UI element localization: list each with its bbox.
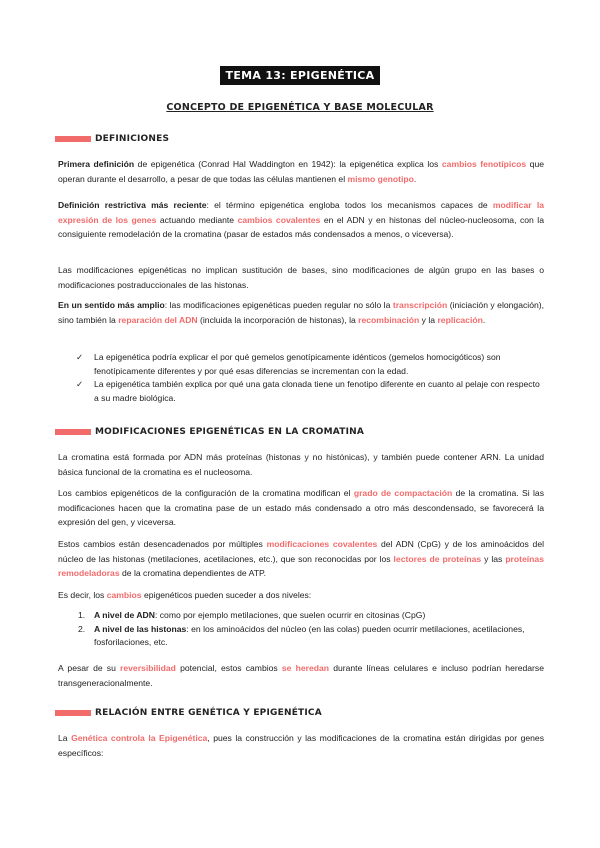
highlight: reparación del ADN: [118, 314, 198, 325]
term: En un sentido más amplio: [58, 300, 165, 310]
list-item: [76, 378, 542, 405]
text: en el ADN y en histonas del núcleo-nucleosoma, con la consiguiente remodelación de la cromatina (pasar de estados más condensados a menos, o viceversa).: [58, 214, 544, 240]
term: A nivel de ADN: [94, 610, 155, 620]
term: A nivel de las histonas: [94, 623, 187, 634]
text: de la cromatina. Si las modificaciones hacen que la cromatina pase de un estado más condensado a otro más descondensado, se favorecerá la expresión del gen, y viceversa.: [58, 488, 544, 528]
check-icon: ✓: [76, 352, 84, 362]
highlight: replicación: [437, 314, 483, 325]
section-title: RELACIÓN ENTRE GENÉTICA Y EPIGENÉTICA: [95, 708, 322, 718]
text: : en los aminoácidos del núcleo (en las colas) pueden ocurrir metilaciones, acetilaciones, fosforilaciones, etc.: [94, 623, 525, 648]
text: Estos cambios están desencadenados por múltiples: [58, 539, 267, 549]
section-marker: [55, 136, 91, 142]
section-heading-modificaciones: [55, 427, 364, 437]
highlight: cambios: [106, 590, 142, 600]
doc-title: [0, 66, 600, 85]
text: : como por ejemplo metilaciones, que suelen ocurrir en citosinas (CpG): [154, 610, 426, 620]
text: La: [58, 733, 72, 743]
section-heading-definiciones: [55, 134, 169, 144]
highlight: cambios fenotípicos: [441, 159, 527, 169]
text: de la cromatina dependientes de ATP.: [119, 568, 266, 579]
doc-subtitle: CONCEPTO DE EPIGENÉTICA Y BASE MOLECULAR: [166, 102, 434, 113]
text: durante líneas celulares e incluso podrían heredarse transgeneracionalmente.: [58, 663, 544, 688]
checklist: [76, 351, 542, 405]
section-title: DEFINICIONES: [95, 134, 170, 144]
doc-title-text: TEMA 13: EPIGENÉTICA: [220, 66, 381, 85]
levels-list: [76, 609, 542, 650]
text: potencial, estos cambios: [175, 663, 282, 673]
section-heading-relacion: [55, 708, 322, 718]
text: de epigenética (Conrad Hal Waddington en 1942): la epigenética explica los: [134, 159, 442, 169]
text: (incluida la incorporación de histonas), la: [197, 314, 359, 325]
highlight: cambios covalentes: [237, 214, 321, 225]
highlight: lectores de proteínas: [393, 553, 482, 564]
paragraph-primera-definicion: [58, 157, 544, 186]
list-item: [76, 609, 542, 623]
paragraph-definicion-restrictiva: [58, 198, 544, 242]
text: (iniciación y elongación), sino también la: [58, 300, 545, 325]
term: Primera definición: [58, 159, 135, 169]
list-item: [76, 623, 542, 650]
highlight: mismo genotipo: [347, 173, 414, 184]
text: Es decir, los: [58, 590, 107, 600]
paragraph-cromatina: La cromatina está formada por ADN más proteínas (histonas y no histónicas), y también puede contener ARN. La unidad básica funcional de la cromatina es el nucleosoma.: [58, 452, 544, 477]
paragraph-niveles: [58, 588, 544, 603]
highlight: modificaciones covalentes: [266, 539, 378, 549]
list-item-text: La epigenética también explica por qué una gata clonada tiene un fenotipo diferente en cuanto al pelaje con respecto a su madre biológica.: [94, 379, 540, 403]
list-item-text: La epigenética podría explicar el por qué gemelos genotípicamente idénticos (gemelos homocigóticos) son fenotípicamente diferentes y por qué esas diferencias se incrementan con la edad.: [94, 352, 501, 376]
highlight: se heredan: [281, 663, 330, 673]
highlight: recombinación: [358, 314, 420, 325]
text: epigenéticos pueden suceder a dos niveles:: [141, 590, 312, 600]
text: A pesar de su: [58, 663, 121, 673]
text: .: [413, 173, 417, 184]
term: Definición restrictiva más reciente: [58, 200, 207, 210]
text: : el término epigenética engloba todos los mecanismos capaces de: [206, 200, 493, 210]
paragraph-modificaciones: Las modificaciones epigenéticas no implican sustitución de bases, sino modificaciones de algún grupo en las bases o modificaciones postraduccionales de las histonas.: [58, 265, 544, 290]
list-item: [76, 351, 542, 378]
text: del ADN (CpG) y de los aminoácidos del núcleo de las histonas (metilaciones, acetilaciones, etc.), que son reconocidas por los: [58, 539, 545, 564]
paragraph-genetica-controla: [58, 731, 544, 760]
text: y las: [481, 553, 506, 564]
highlight: transcripción: [392, 300, 448, 310]
text: .: [482, 314, 486, 325]
section-marker: [55, 710, 91, 716]
list-number: 1.: [78, 610, 86, 620]
check-icon: ✓: [76, 379, 84, 390]
text: actuando mediante: [156, 214, 238, 225]
highlight: Genética controla la Epigenética: [71, 733, 208, 743]
paragraph-reversibilidad: [58, 661, 544, 690]
text: , pues la construcción y las modificaciones de la cromatina están dirigidas por genes específicos:: [58, 733, 544, 758]
highlight: proteínas remodeladoras: [58, 553, 544, 579]
highlight: grado de compactación: [353, 488, 453, 498]
text: Los cambios epigenéticos de la configuración de la cromatina modifican el: [58, 488, 354, 498]
text: que operan durante el desarrollo, a pesar de que todas las células mantienen el: [58, 159, 545, 184]
paragraph-sentido-amplio: [58, 298, 544, 327]
text: y la: [419, 314, 438, 325]
section-marker: [55, 429, 91, 435]
highlight: reversibilidad: [120, 663, 176, 673]
highlight: modificar la expresión de los genes: [58, 200, 544, 225]
text: : las modificaciones epigenéticas pueden regular no sólo la: [164, 300, 393, 310]
paragraph-desencadenantes: [58, 537, 544, 581]
paragraph-compactacion: [58, 486, 544, 530]
section-title: MODIFICACIONES EPIGENÉTICAS EN LA CROMATINA: [95, 427, 365, 437]
list-number: 2.: [78, 623, 86, 634]
